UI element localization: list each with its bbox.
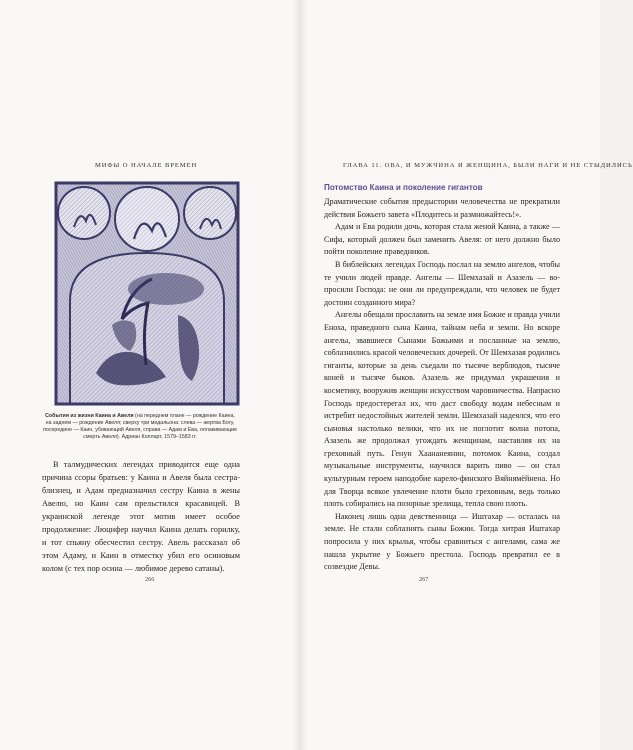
paragraph: Драматические события предыстории человечества не прекратили действия Божьего завета «Плодитесь и размножайтесь!». bbox=[324, 197, 560, 219]
page-number-left: 266 bbox=[145, 576, 155, 583]
right-body-text bbox=[324, 196, 560, 574]
engraving-illustration bbox=[56, 183, 238, 404]
left-page bbox=[0, 0, 300, 750]
section-heading: Потомство Каина и поколение гигантов bbox=[324, 183, 483, 192]
left-body-text bbox=[42, 458, 240, 575]
caption-text: (на переднем плане — рождение Каина, на заднем — рождение Авеля; сверху три медальона: слева — жертва Богу, посередине — Каин, убивающий Авеля, справа — Адам и Ева, оплакивающие смерть Авеля). Адриан Колларт, 1579–1583 гг. bbox=[43, 413, 237, 440]
running-head-right: ГЛАВА 11. ОВА, И МУЖЧИНА И ЖЕНЩИНА, БЫЛИ НАГИ И НЕ СТЫДИЛИСЬ bbox=[343, 162, 633, 169]
page-number-right: 267 bbox=[419, 576, 429, 583]
book-gutter bbox=[292, 0, 308, 750]
paragraph: Наконец лишь одна девственница — Иштахар — осталась на земле. Не стали соблазнять сыны Божии. Тогда хитрая Иштахар попросила у них крылья, чтобы сравниться с ангелами, сама же нашла укрытие у Божьего престола. Господь превратил ее в созвездие Девы. bbox=[324, 511, 560, 572]
paragraph: Адам и Ева родили дочь, которая стала женой Каина, а также — Сифа, который должен был заменить Авеля: от него должно было пойти поколение праведников. bbox=[324, 222, 560, 257]
paragraph: Ангелы обещали прославить на земле имя Божие и правда учили Еноха, праведного сына Каина, тайнам неба и земли. Но вскоре ангелы, звавшиеся Сынами Божьими и посланные на землю, соблазнились красой человеческих дочерей. От Шемхазая родились гиганты, которые за день съедали по тысяче верблюдов, тысяче коней и тысяче быков. Азазель же придумал украшения и косметику, вооружив женщин искусством чаровничества. Напрасно Господь предостерегал их, что даст свободу водам небесным и истребит недостойных жителей земли. Шемхазай надеялся, что его сыновья настолько велики, что их не поглотит волна потопа, Азазель же продолжал угождать женщинам, наставляя их на греховный путь. Генун Хаананеянин, потомок Каина, создал музыкальные инструменты, научился варить пиво — он стал культурным героем наподобие карело-финского Вяйнямёйнена. Но для Творца всякое увлечение плоти было греховным, ведь только плоть собирались на позорные зрелища, тепла свою плоть. bbox=[324, 310, 560, 509]
caption-lead: События из жизни Каина и Авеля bbox=[45, 413, 134, 419]
running-head-left: МИФЫ О НАЧАЛЕ ВРЕМЕН bbox=[95, 162, 198, 169]
illustration-caption bbox=[42, 413, 238, 441]
paragraph: В талмудических легендах приводится еще одна причина ссоры братьев: у Каина и Авеля была сестра-близнец, и Адам предназначил сестру Каина в жены Авелю, но Каин сам прельстился красавицей. В украинской легенде этот мотив имеет особое продолжение: Люцифер научил Каина делать горилку, и тот спьяну обесчестил сестру. Авель рассказал об этом Адаму, и Каин в отместку убил его осиновым колом (с тех пор осина — любимое дерево сатаны). bbox=[42, 460, 240, 573]
paragraph: В библейских легендах Господь послал на землю ангелов, чтобы те учили людей правде. Ангелы — Шемхазай и Азазель — вопросили Господа: не они ли предупреждали, что человек не будет достоин созданного мира? bbox=[324, 259, 560, 307]
